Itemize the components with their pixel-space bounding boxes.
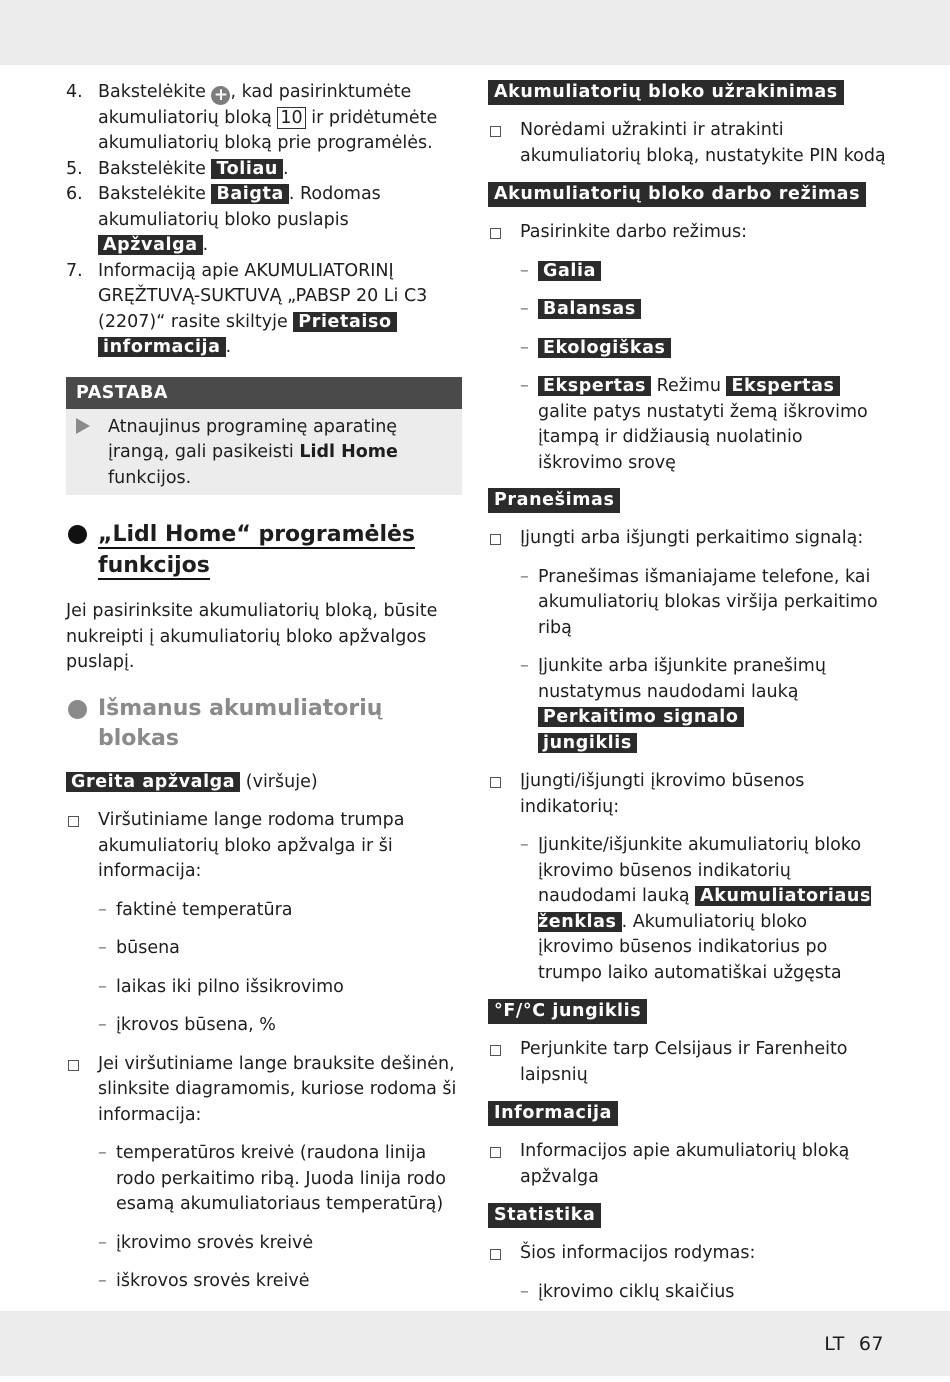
- section-heading-app-functions: „Lidl Home“ programėlės funkcijos: [66, 519, 462, 581]
- mode-power: – Galia: [488, 259, 888, 285]
- square-bullet-icon: [490, 1147, 501, 1158]
- square-bullet-icon: [68, 1060, 79, 1071]
- ui-label-quick-overview: Greita apžvalga: [66, 772, 240, 792]
- list-item: – būsena: [66, 936, 462, 962]
- left-column: [66, 80, 462, 1333]
- intro-paragraph: Jei pasirinksite akumuliatorių bloką, būsite nukreipti į akumuliatorių bloko apžvalgos puslapį.: [66, 599, 462, 676]
- list-item: – įkrovimo srovės kreivė: [66, 1231, 462, 1257]
- list-item: Įjungti arba išjungti perkaitimo signalą:: [488, 526, 888, 552]
- list-item: Šios informacijos rodymas:: [488, 1241, 888, 1267]
- footer-band: [0, 1311, 950, 1376]
- quick-overview-line: Greita apžvalga (viršuje): [66, 770, 462, 796]
- step-4: 4. Bakstelėkite + , kad pasirinktumėte akumuliatorių bloką 10 ir pridėtumėte akumuliatorių bloką prie programėlės.: [66, 80, 462, 157]
- ui-label-done: Baigta: [211, 184, 288, 204]
- list-item: – Įjunkite/išjunkite akumuliatorių bloko įkrovimo būsenos indikatorių naudodami lauką Akumuliatoriaus ženklas . Akumuliatorių bloko įkrovimo būsenos indikatorius po trumpo laiko automatiškai užgęsta: [488, 833, 888, 986]
- step-6: 6. Bakstelėkite Baigta . Rodomas akumuliatorių bloko puslapis Apžvalga .: [66, 182, 462, 259]
- mode-expert: – Ekspertas Režimu Ekspertas galite patys nustatyti žemą iškrovimo įtampą ir didžiausią nuolatinio iškrovimo srovę: [488, 374, 888, 476]
- ui-label-overview: Apžvalga: [98, 235, 203, 255]
- list-item: Įjungti/išjungti įkrovimo būsenos indikatorių:: [488, 769, 888, 820]
- ui-label-device-info-1: Prietaiso: [293, 312, 396, 332]
- list-item: – iškrovos srovės kreivė: [66, 1269, 462, 1295]
- step-5: 5. Bakstelėkite Toliau .: [66, 157, 462, 183]
- square-bullet-icon: [490, 126, 501, 137]
- list-item: Norėdami užrakinti ir atrakinti akumuliatorių bloką, nustatykite PIN kodą: [488, 118, 888, 169]
- ui-label-device-info-2: informacija: [98, 337, 226, 357]
- square-bullet-icon: [490, 1045, 501, 1056]
- list-item: Informacijos apie akumuliatorių bloką apžvalga: [488, 1139, 888, 1190]
- square-bullet-icon: [490, 1249, 501, 1260]
- square-bullet-icon: [490, 228, 501, 239]
- note-body: Atnaujinus programinę aparatinę įrangą, gali pasikeisti Lidl Home funkcijos.: [66, 409, 462, 496]
- list-item: Perjunkite tarp Celsijaus ir Farenheito laipsnių: [488, 1037, 888, 1088]
- ui-label-next: Toliau: [211, 159, 283, 179]
- list-item: – Įjunkite arba išjunkite pranešimų nustatymus naudodami lauką Perkaitimo signalo jungiklis: [488, 654, 888, 756]
- note-title: PASTABA: [66, 377, 462, 409]
- language-code: LT: [824, 1333, 845, 1355]
- heading-statistics: Statistika: [488, 1203, 888, 1228]
- list-item: – Pranešimas išmaniajame telefone, kai akumuliatorių blokas viršija perkaitimo ribą: [488, 565, 888, 642]
- header-band: [0, 0, 950, 65]
- square-bullet-icon: [490, 534, 501, 545]
- square-bullet-icon: [490, 777, 501, 788]
- list-item: – faktinė temperatūra: [66, 898, 462, 924]
- list-item: – įkrovos būsena, %: [66, 1013, 462, 1039]
- heading-notification: Pranešimas: [488, 488, 888, 513]
- mode-eco: – Ekologiškas: [488, 336, 888, 362]
- right-column: [488, 80, 888, 1382]
- heading-unit-switch: °F/°C jungiklis: [488, 999, 888, 1024]
- plus-icon: +: [211, 86, 230, 105]
- bullet-swipe-right: Jei viršutiniame lange brauksite dešinėn, slinksite diagramomis, kuriose rodoma ši informacija:: [66, 1052, 462, 1129]
- heading-battery-lock: Akumuliatorių bloko užrakinimas: [488, 80, 888, 105]
- list-item: – įkrovimo ciklų skaičius: [488, 1280, 888, 1306]
- square-bullet-icon: [68, 816, 79, 827]
- note-box: [66, 377, 462, 496]
- bullet-dot-icon: [68, 700, 87, 719]
- heading-information: Informacija: [488, 1101, 888, 1126]
- heading-operating-mode: Akumuliatorių bloko darbo režimas: [488, 182, 888, 207]
- step-7: 7. Informaciją apie AKUMULIATORINĮ GRĘŽTUVĄ-SUKTUVĄ „PABSP 20 Li C3 (2207)“ rasite skiltyje Prietaiso informacija .: [66, 259, 462, 361]
- mode-balance: – Balansas: [488, 297, 888, 323]
- section-heading-smart-battery: Išmanus akumuliatorių blokas: [66, 694, 462, 754]
- reference-number: 10: [277, 107, 305, 129]
- triangle-right-icon: [76, 418, 90, 434]
- bullet-dot-icon: [68, 525, 87, 544]
- page-number: 67: [859, 1333, 884, 1355]
- list-item: – temperatūros kreivė (raudona linija rodo perkaitimo ribą. Juoda linija rodo esamą akumuliatoriaus temperatūrą): [66, 1141, 462, 1218]
- list-item: Pasirinkite darbo režimus:: [488, 220, 888, 246]
- bullet-top-window: Viršutiniame lange rodoma trumpa akumuliatorių bloko apžvalga ir ši informacija:: [66, 808, 462, 885]
- list-item: – laikas iki pilno išsikrovimo: [66, 975, 462, 1001]
- page-footer: [810, 1333, 884, 1355]
